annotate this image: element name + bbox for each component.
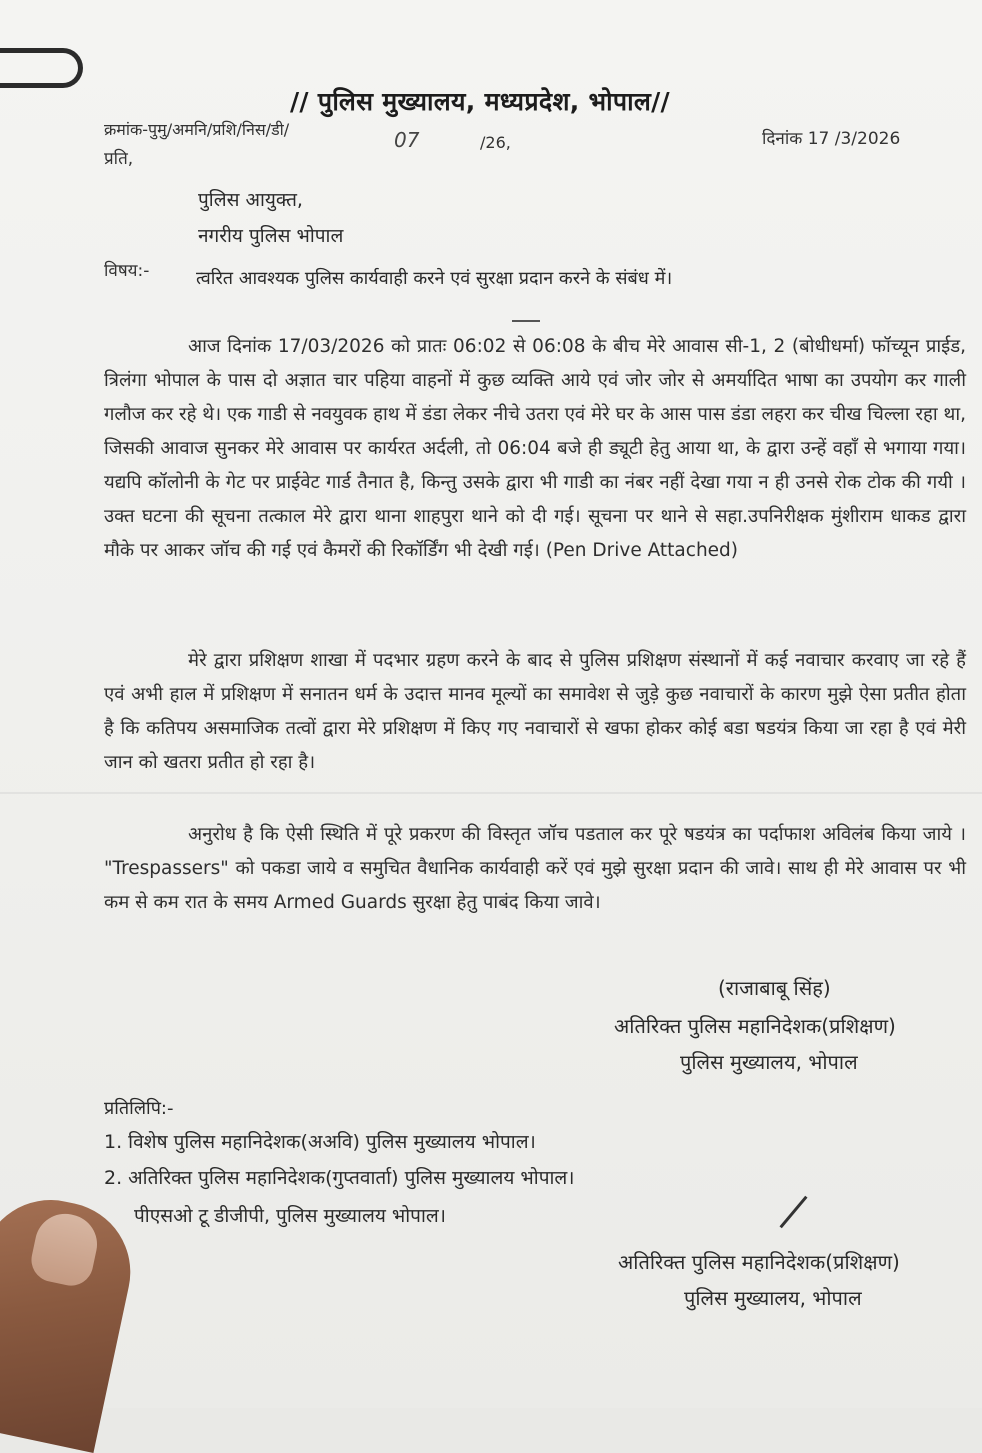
letterhead-title: // पुलिस मुख्यालय, मध्यप्रदेश, भोपाल//	[290, 87, 670, 116]
letter-date: दिनांक 17 /3/2026	[762, 129, 901, 149]
signatory-name: (राजाबाबू सिंह)	[718, 976, 831, 1000]
paper-fold	[0, 792, 982, 794]
hole-punch-mark	[0, 48, 83, 88]
subject-text: त्वरित आवश्यक पुलिस कार्यवाही करने एवं सुरक्षा प्रदान करने के संबंध में।	[196, 268, 673, 289]
body-paragraph-1	[104, 330, 966, 568]
copy-item-1: 1. विशेष पुलिस महानिदेशक(अअवि) पुलिस मुख्यालय भोपाल।	[104, 1131, 536, 1153]
body-paragraph-3	[104, 818, 966, 920]
body-paragraph-2	[104, 644, 966, 780]
paragraph-text: मेरे द्वारा प्रशिक्षण शाखा में पदभार ग्रहण करने के बाद से पुलिस प्रशिक्षण संस्थानों में कई नवाचार करवाए जा रहे हैं एवं अभी हाल में प्रशिक्षण में सनातन धर्म के उदात्त मानव मूल्यों का समावेश से जुड़े कुछ नवाचारों के कारण मुझे ऐसा प्रतीत होता है कि कतिपय असमाजिक तत्वों द्वारा मेरे प्रशिक्षण में किए गए नवाचारों से खफा होकर कोई बडा षडयंत्र किया जा रहा है एवं मेरी जान को खतरा प्रतीत हो रहा है।	[104, 650, 966, 773]
to-label: प्रति,	[104, 149, 134, 169]
copy-item-2: 2. अतिरिक्त पुलिस महानिदेशक(गुप्तवार्ता) पुलिस मुख्यालय भोपाल।	[104, 1167, 575, 1189]
recipient-line-2: नगरीय पुलिस भोपाल	[198, 225, 344, 247]
pen-tick-mark	[779, 1196, 807, 1229]
separator-dash	[512, 320, 540, 322]
recipient-line-1: पुलिस आयुक्त,	[198, 189, 303, 211]
second-signatory-designation: अतिरिक्त पुलिस महानिदेशक(प्रशिक्षण)	[618, 1250, 900, 1274]
signatory-designation: अतिरिक्त पुलिस महानिदेशक(प्रशिक्षण)	[614, 1014, 896, 1038]
signatory-office: पुलिस मुख्यालय, भोपाल	[680, 1050, 858, 1074]
subject-label: विषय:-	[104, 261, 150, 281]
reference-number: 07	[394, 128, 420, 152]
reference-prefix: क्रमांक-पुमु/अमनि/प्रशि/निस/डी/	[104, 120, 290, 139]
paragraph-text: आज दिनांक 17/03/2026 को प्रातः 06:02 से 06:08 के बीच मेरे आवास सी-1, 2 (बोधीधर्मा) फॉच्यून प्राईड, त्रिलंगा भोपाल के पास दो अज्ञात चार पहिया वाहनों में कुछ व्यक्ति आये एवं जोर जोर से अमर्यादित भाषा का उपयोग कर गाली गलौज कर रहे थे। एक गाडी से नवयुवक हाथ में डंडा लेकर नीचे उतरा एवं मेरे घर के आस पास डंडा लहरा कर चीख चिल्ला रहा था, जिसकी आवाज सुनकर मेरे आवास पर कार्यरत अर्दली, तो 06:04 बजे ही ड्यूटी हेतु आया था, के द्वारा उन्हें वहाँ से भगाया गया। यद्यपि कॉलोनी के गेट पर प्राईवेट गार्ड तैनात है, किन्तु उसके द्वारा भी गाडी का नंबर नहीं देखा गया न ही उनसे रोक टोक की गयी । उक्त घटना की सूचना तत्काल मेरे द्वारा थाना शाहपुरा थाने को दी गई। सूचना पर थाने से सहा.उपनिरीक्षक मुंशीराम धाकड द्वारा मौके पर आकर जॉच की गई एवं कैमरों की रिकॉर्डिंग भी देखी गई। (Pen Drive Attached)	[104, 336, 966, 561]
reference-year: /26,	[480, 133, 511, 152]
copy-item-3: पीएसओ टू डीजीपी, पुलिस मुख्यालय भोपाल।	[134, 1205, 446, 1227]
copy-label: प्रतिलिपि:-	[104, 1098, 174, 1119]
second-signatory-office: पुलिस मुख्यालय, भोपाल	[684, 1286, 862, 1310]
paragraph-text: अनुरोध है कि ऐसी स्थिति में पूरे प्रकरण की विस्तृत जॉच पडताल कर पूरे षडयंत्र का पर्दाफाश अविलंब किया जाये । "Trespassers" को पकडा जाये व समुचित वैधानिक कार्यवाही करें एवं मुझे सुरक्षा प्रदान की जावे। साथ ही मेरे आवास पर भी कम से कम रात के समय Armed Guards सुरक्षा हेतु पाबंद किया जावे।	[104, 824, 966, 913]
